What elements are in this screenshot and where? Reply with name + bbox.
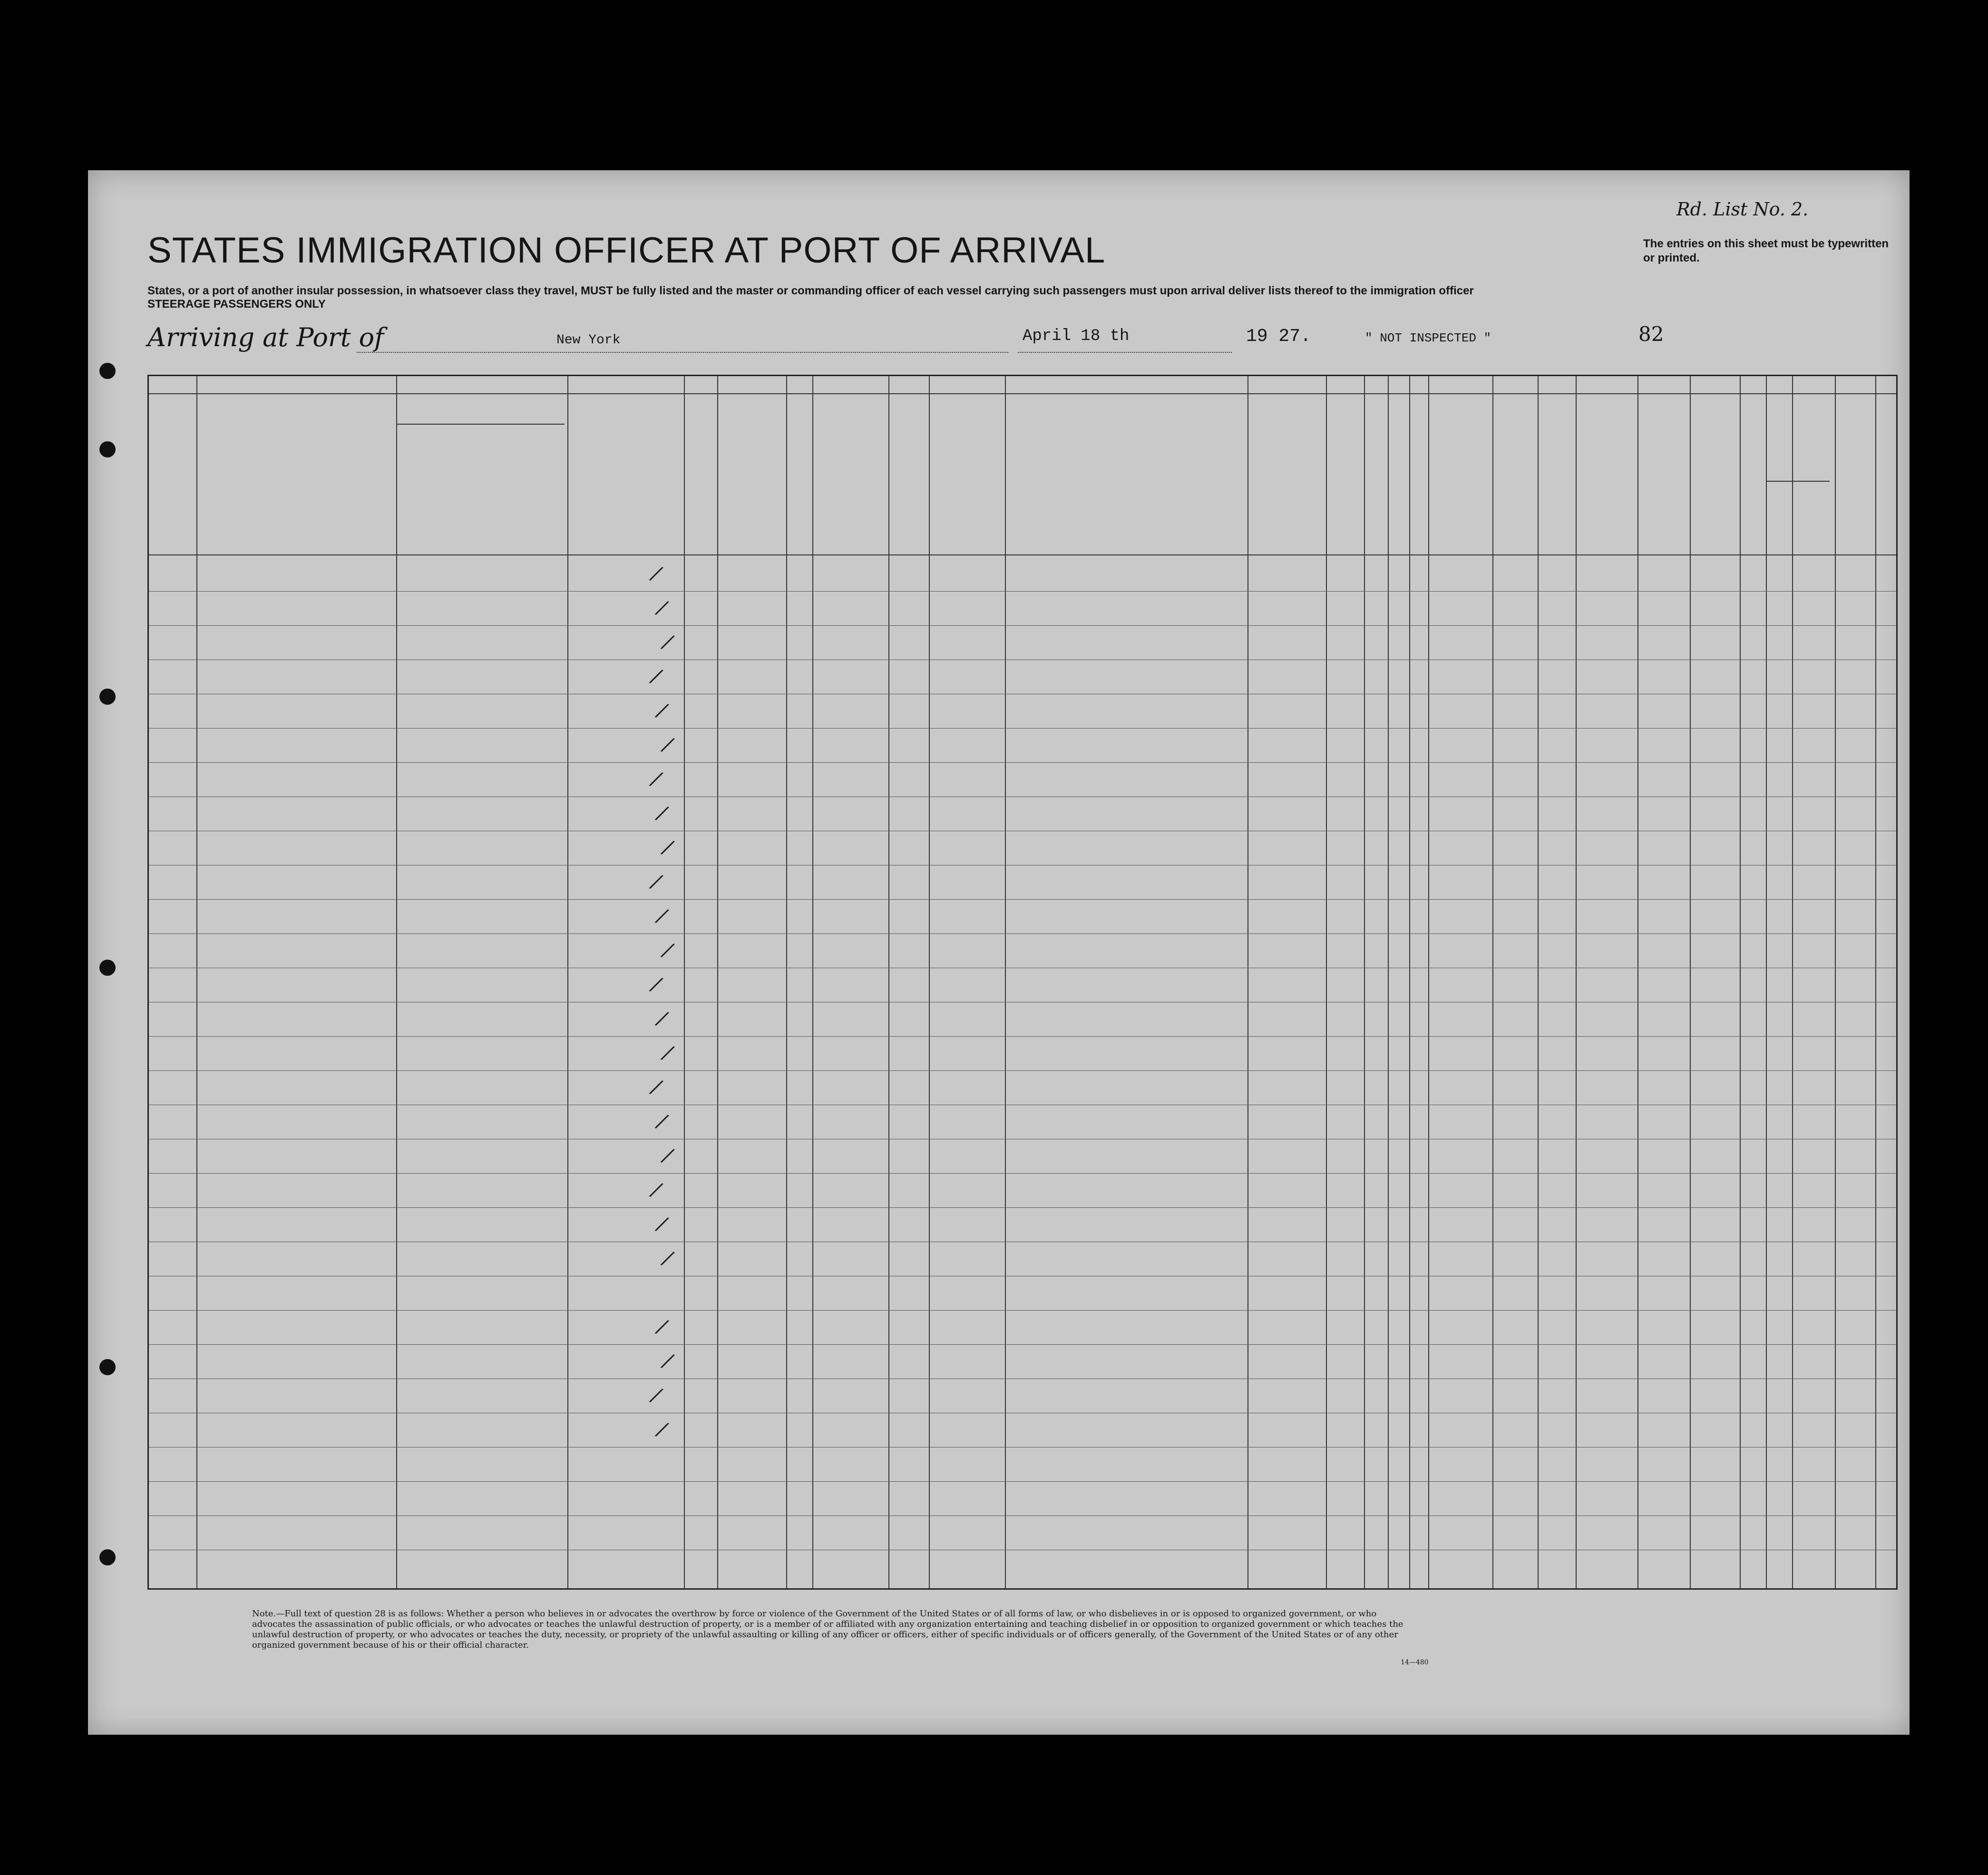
binder-hole — [99, 960, 116, 976]
header-anarchist — [1429, 398, 1491, 550]
ink-check-mark: / — [661, 1143, 675, 1167]
not-inspected-stamp: " NOT INSPECTED " — [1365, 331, 1491, 345]
header-feet — [1740, 398, 1765, 550]
column-rule — [396, 376, 397, 1588]
column-rule — [1388, 376, 1389, 1588]
steerage-label: STEERAGE PASSENGERS ONLY — [147, 298, 326, 311]
ink-check-mark: / — [655, 1006, 669, 1030]
row-rule — [149, 625, 1896, 626]
ink-check-mark: / — [661, 1246, 675, 1270]
column-rule — [1428, 376, 1429, 1588]
ink-check-mark: / — [655, 1417, 669, 1441]
row-rule — [149, 762, 1896, 763]
column-rule — [1766, 376, 1767, 1588]
ink-check-mark: / — [649, 1383, 663, 1407]
port-value: New York — [556, 333, 621, 348]
column-rule — [1005, 376, 1006, 1588]
header-rule — [149, 554, 1896, 555]
ink-check-mark: / — [649, 561, 663, 585]
list-number: Rd. List No. 2. — [1676, 199, 1809, 220]
footnote: Note.—Full text of question 28 is as follows: Whether a person who believes in or advocates the overthrow by force or violence of the Government of the United States or of all forms of law, or who disbelieves in or is opposed to organized government, or who advocates the assassination of public officials, or who advocates or teaches the unlawful destruction of property, or is a member of or affiliated with any organization entertaining and teaching disbelief in or opposition to organized government or which teaches the unlawful destruction of property, or who advocates or teaches the duty, necessity, or propriety of the unlawful assaulting or killing of any officer or officers, either of specific individuals or of officers generally, of the Government of the United States or of any other organized government because of his or their official character. — [252, 1609, 1403, 1650]
header-money — [788, 398, 810, 550]
ink-check-mark: / — [655, 1314, 669, 1339]
row-rule — [149, 728, 1896, 729]
binder-hole — [99, 689, 116, 705]
row-rule — [149, 1481, 1896, 1482]
ink-check-mark: / — [655, 801, 669, 825]
binder-hole — [99, 1359, 116, 1375]
column-rule — [1875, 376, 1876, 1588]
instructions-text: States, or a port of another insular possession, in whatsoever class they travel, MUST be fully listed and the master or commanding officer of each vessel carrying such passengers must upon arrival deliver lists thereof to the immigration officer — [147, 284, 1474, 297]
subheader-rule — [396, 424, 565, 425]
ink-check-mark: / — [649, 1075, 663, 1099]
ink-check-mark: / — [661, 1040, 675, 1065]
header-length-of-stay — [1327, 398, 1363, 550]
header-prison — [1389, 398, 1409, 550]
page-number: 82 — [1638, 322, 1664, 346]
date-underline — [1018, 352, 1232, 353]
row-rule — [149, 1036, 1896, 1037]
column-rule — [1538, 376, 1539, 1588]
column-rule — [1576, 376, 1577, 1588]
typewritten-note: The entries on this sheet must be typewritten or printed. — [1643, 237, 1889, 264]
binder-hole — [99, 441, 116, 457]
row-rule — [149, 1310, 1896, 1311]
column-rule — [1326, 376, 1327, 1588]
column-rule — [1690, 376, 1691, 1588]
column-rule — [786, 376, 787, 1588]
ink-check-mark: / — [661, 732, 675, 757]
ink-check-mark: / — [655, 903, 669, 928]
ink-check-mark: / — [655, 595, 669, 620]
row-rule — [149, 1207, 1896, 1208]
form-number: 14—480 — [1401, 1659, 1429, 1666]
ink-check-mark: / — [649, 767, 663, 791]
column-rule — [812, 376, 813, 1588]
binder-hole — [99, 363, 116, 379]
row-rule — [149, 1173, 1896, 1174]
header-purpose-return — [1248, 398, 1325, 550]
form-instructions — [147, 284, 1764, 311]
port-underline — [357, 352, 1008, 353]
row-rule — [149, 899, 1896, 900]
ink-check-mark: / — [655, 1109, 669, 1133]
column-rule — [567, 376, 568, 1588]
header-polygamist — [1410, 398, 1427, 550]
header-labor-offer — [1539, 398, 1575, 550]
column-rule — [196, 376, 197, 1588]
column-rule — [1409, 376, 1410, 1588]
ink-check-mark: / — [649, 972, 663, 996]
column-rule — [1740, 376, 1741, 1588]
header-rule — [149, 393, 1896, 394]
row-rule — [149, 1344, 1896, 1345]
year-value: 19 27. — [1246, 326, 1311, 347]
column-rule — [684, 376, 685, 1588]
header-inches — [1767, 398, 1791, 550]
row-rule — [149, 591, 1896, 592]
ink-check-mark: / — [655, 1212, 669, 1236]
header-ticket — [570, 398, 679, 550]
ink-check-mark: / — [649, 664, 663, 688]
column-rule — [1364, 376, 1365, 1588]
header-overthrow — [1494, 398, 1537, 550]
column-rule — [1637, 376, 1638, 1588]
column-rule — [1835, 376, 1836, 1588]
ink-check-mark: / — [661, 835, 675, 859]
column-rule — [1492, 376, 1493, 1588]
column-rule — [929, 376, 930, 1588]
ink-check-mark: / — [649, 1177, 663, 1202]
arriving-label: Arriving at Port of — [147, 322, 384, 352]
row-rule — [149, 1070, 1896, 1071]
manifest-sheet — [88, 170, 1910, 1735]
manifest-table — [147, 375, 1898, 1590]
ink-check-mark: / — [649, 869, 663, 894]
column-rule — [1247, 376, 1248, 1588]
binder-hole — [99, 1549, 116, 1565]
date-value: April 18 th — [1023, 327, 1130, 345]
ink-check-mark: / — [661, 938, 675, 962]
header-citizen — [1365, 398, 1387, 550]
ink-check-mark: / — [655, 698, 669, 722]
column-rule — [1792, 376, 1793, 1588]
ink-check-mark: / — [661, 630, 675, 654]
column-rule — [717, 376, 718, 1588]
ink-check-mark: / — [661, 1349, 675, 1373]
row-rule — [149, 933, 1896, 934]
row-rule — [149, 1447, 1896, 1448]
column-rule — [888, 376, 889, 1588]
form-title: STATES IMMIGRATION OFFICER AT PORT OF ARRIVAL — [147, 230, 1106, 271]
